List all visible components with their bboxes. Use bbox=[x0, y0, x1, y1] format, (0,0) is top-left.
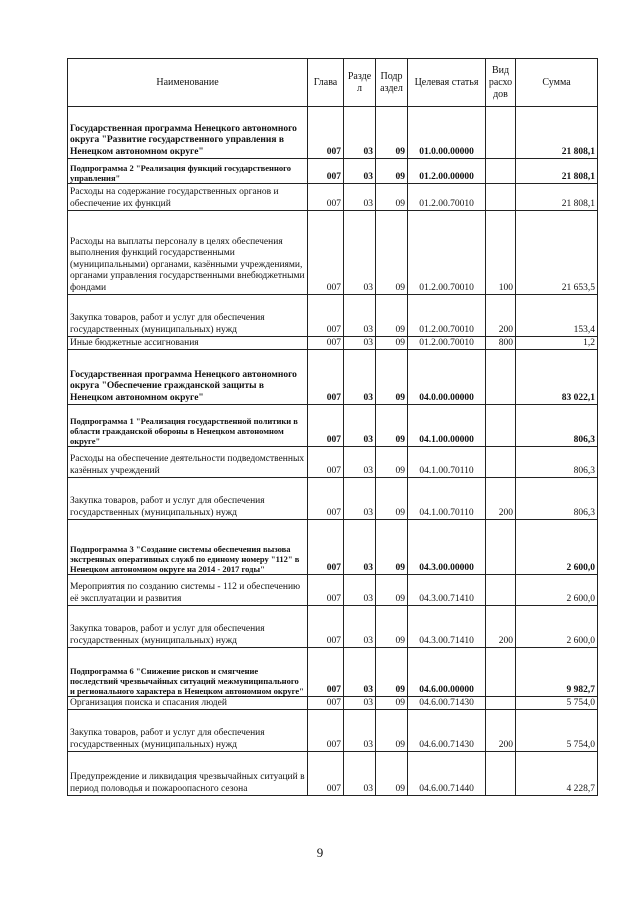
row-sum-cell: 1,2 bbox=[516, 337, 598, 350]
row-expense-type-cell bbox=[486, 405, 516, 447]
row-sum-cell: 2 600,0 bbox=[516, 606, 598, 648]
table-row bbox=[68, 107, 598, 159]
row-glava-cell: 007 bbox=[308, 295, 344, 337]
row-podrazdel-cell: 09 bbox=[376, 159, 408, 184]
table-row bbox=[68, 697, 598, 710]
row-sum-cell: 21 808,1 bbox=[516, 159, 598, 184]
table-row bbox=[68, 159, 598, 184]
row-glava-cell: 007 bbox=[308, 710, 344, 752]
row-glava-cell: 007 bbox=[308, 575, 344, 606]
row-expense-type-cell bbox=[486, 752, 516, 796]
row-glava-cell: 007 bbox=[308, 606, 344, 648]
row-podrazdel-cell: 09 bbox=[376, 648, 408, 697]
row-sum-cell: 806,3 bbox=[516, 478, 598, 520]
row-razdel-cell: 03 bbox=[344, 697, 376, 710]
table-row bbox=[68, 295, 598, 337]
row-name-cell: Подпрограмма 6 "Снижение рисков и смягчение последствий чрезвычайных ситуаций межмуниципального и регионального характера в Ненецком автономном округе" bbox=[68, 648, 308, 697]
row-glava-cell: 007 bbox=[308, 648, 344, 697]
row-podrazdel-cell: 09 bbox=[376, 337, 408, 350]
table-row bbox=[68, 211, 598, 295]
row-glava-cell: 007 bbox=[308, 337, 344, 350]
row-name-cell: Закупка товаров, работ и услуг для обеспечения государственных (муниципальных) нужд bbox=[68, 295, 308, 337]
row-expense-type-cell: 200 bbox=[486, 295, 516, 337]
row-sum-cell: 5 754,0 bbox=[516, 697, 598, 710]
row-expense-type-cell bbox=[486, 107, 516, 159]
row-target-article-cell: 04.3.00.71410 bbox=[408, 606, 486, 648]
row-razdel-cell: 03 bbox=[344, 606, 376, 648]
row-name-cell: Государственная программа Ненецкого автономного округа "Обеспечение гражданской защиты в Ненецком автономном округе" bbox=[68, 350, 308, 405]
row-expense-type-cell bbox=[486, 447, 516, 478]
row-glava-cell: 007 bbox=[308, 107, 344, 159]
row-podrazdel-cell: 09 bbox=[376, 478, 408, 520]
row-target-article-cell: 01.2.00.70010 bbox=[408, 211, 486, 295]
row-glava-cell: 007 bbox=[308, 184, 344, 211]
row-expense-type-cell bbox=[486, 350, 516, 405]
table-row bbox=[68, 710, 598, 752]
row-target-article-cell: 04.6.00.00000 bbox=[408, 648, 486, 697]
table-row bbox=[68, 350, 598, 405]
table-row bbox=[68, 405, 598, 447]
row-glava-cell: 007 bbox=[308, 752, 344, 796]
row-podrazdel-cell: 09 bbox=[376, 107, 408, 159]
row-podrazdel-cell: 09 bbox=[376, 295, 408, 337]
page-number: 9 bbox=[316, 845, 324, 860]
row-name-cell: Предупреждение и ликвидация чрезвычайных ситуаций в период половодья и пожароопасного сезона bbox=[68, 752, 308, 796]
row-expense-type-cell bbox=[486, 697, 516, 710]
row-name-cell: Подпрограмма 3 "Создание системы обеспечения вызова экстренных оперативных служб по единому номеру "112" в Ненецком автономном округе на 2014 - 2017 годы" bbox=[68, 520, 308, 575]
table-row bbox=[68, 478, 598, 520]
row-expense-type-cell: 200 bbox=[486, 478, 516, 520]
row-glava-cell: 007 bbox=[308, 697, 344, 710]
row-podrazdel-cell: 09 bbox=[376, 710, 408, 752]
row-podrazdel-cell: 09 bbox=[376, 350, 408, 405]
row-podrazdel-cell: 09 bbox=[376, 697, 408, 710]
row-name-cell: Государственная программа Ненецкого автономного округа "Развитие государственного управления в Ненецком автономном округе" bbox=[68, 107, 308, 159]
row-sum-cell: 21 808,1 bbox=[516, 107, 598, 159]
table-body bbox=[68, 107, 598, 796]
header-sum: Сумма bbox=[516, 59, 598, 107]
row-name-cell: Организация поиска и спасания людей bbox=[68, 697, 308, 710]
row-expense-type-cell bbox=[486, 184, 516, 211]
row-name-cell: Мероприятия по созданию системы - 112 и обеспечению её эксплуатации и развития bbox=[68, 575, 308, 606]
row-target-article-cell: 01.2.00.00000 bbox=[408, 159, 486, 184]
row-razdel-cell: 03 bbox=[344, 447, 376, 478]
row-sum-cell: 9 982,7 bbox=[516, 648, 598, 697]
row-glava-cell: 007 bbox=[308, 405, 344, 447]
row-podrazdel-cell: 09 bbox=[376, 184, 408, 211]
row-target-article-cell: 04.3.00.00000 bbox=[408, 520, 486, 575]
row-razdel-cell: 03 bbox=[344, 350, 376, 405]
row-expense-type-cell bbox=[486, 159, 516, 184]
header-podrazdel: Подр аздел bbox=[376, 59, 408, 107]
row-razdel-cell: 03 bbox=[344, 295, 376, 337]
row-podrazdel-cell: 09 bbox=[376, 211, 408, 295]
row-podrazdel-cell: 09 bbox=[376, 575, 408, 606]
table-header-row bbox=[68, 59, 598, 107]
row-podrazdel-cell: 09 bbox=[376, 752, 408, 796]
table-row bbox=[68, 184, 598, 211]
table-row bbox=[68, 520, 598, 575]
row-podrazdel-cell: 09 bbox=[376, 405, 408, 447]
row-razdel-cell: 03 bbox=[344, 211, 376, 295]
row-sum-cell: 4 228,7 bbox=[516, 752, 598, 796]
row-sum-cell: 5 754,0 bbox=[516, 710, 598, 752]
row-target-article-cell: 01.2.00.70010 bbox=[408, 295, 486, 337]
row-razdel-cell: 03 bbox=[344, 710, 376, 752]
row-target-article-cell: 01.2.00.70010 bbox=[408, 184, 486, 211]
row-target-article-cell: 04.6.00.71430 bbox=[408, 697, 486, 710]
row-razdel-cell: 03 bbox=[344, 478, 376, 520]
row-expense-type-cell: 200 bbox=[486, 606, 516, 648]
row-name-cell: Подпрограмма 1 "Реализация государственной политики в области гражданской обороны в Ненецком автономном округе" bbox=[68, 405, 308, 447]
row-expense-type-cell bbox=[486, 520, 516, 575]
row-razdel-cell: 03 bbox=[344, 648, 376, 697]
row-sum-cell: 806,3 bbox=[516, 405, 598, 447]
row-razdel-cell: 03 bbox=[344, 575, 376, 606]
row-target-article-cell: 04.1.00.70110 bbox=[408, 478, 486, 520]
row-name-cell: Закупка товаров, работ и услуг для обеспечения государственных (муниципальных) нужд bbox=[68, 478, 308, 520]
row-expense-type-cell bbox=[486, 575, 516, 606]
row-razdel-cell: 03 bbox=[344, 520, 376, 575]
row-name-cell: Закупка товаров, работ и услуг для обеспечения государственных (муниципальных) нужд bbox=[68, 606, 308, 648]
row-target-article-cell: 04.0.00.00000 bbox=[408, 350, 486, 405]
row-name-cell: Расходы на выплаты персоналу в целях обеспечения выполнения функций государственными (муниципальными) органами, казёнными учреждениями, органами управления государственными внебюджетными фондами bbox=[68, 211, 308, 295]
table-row bbox=[68, 337, 598, 350]
row-glava-cell: 007 bbox=[308, 478, 344, 520]
row-razdel-cell: 03 bbox=[344, 405, 376, 447]
budget-table bbox=[67, 58, 598, 796]
row-expense-type-cell: 200 bbox=[486, 710, 516, 752]
row-podrazdel-cell: 09 bbox=[376, 520, 408, 575]
row-sum-cell: 83 022,1 bbox=[516, 350, 598, 405]
row-glava-cell: 007 bbox=[308, 159, 344, 184]
row-name-cell: Подпрограмма 2 "Реализация функций государственного управления" bbox=[68, 159, 308, 184]
row-glava-cell: 007 bbox=[308, 350, 344, 405]
table-row bbox=[68, 648, 598, 697]
row-sum-cell: 806,3 bbox=[516, 447, 598, 478]
row-glava-cell: 007 bbox=[308, 447, 344, 478]
row-razdel-cell: 03 bbox=[344, 184, 376, 211]
row-target-article-cell: 04.6.00.71440 bbox=[408, 752, 486, 796]
row-sum-cell: 2 600,0 bbox=[516, 575, 598, 606]
row-target-article-cell: 01.2.00.70010 bbox=[408, 337, 486, 350]
table-row bbox=[68, 606, 598, 648]
row-target-article-cell: 04.1.00.00000 bbox=[408, 405, 486, 447]
row-target-article-cell: 04.1.00.70110 bbox=[408, 447, 486, 478]
row-name-cell: Расходы на содержание государственных органов и обеспечение их функций bbox=[68, 184, 308, 211]
row-sum-cell: 21 653,5 bbox=[516, 211, 598, 295]
row-razdel-cell: 03 bbox=[344, 752, 376, 796]
header-target-article: Целевая статья bbox=[408, 59, 486, 107]
table-row bbox=[68, 752, 598, 796]
row-podrazdel-cell: 09 bbox=[376, 447, 408, 478]
row-name-cell: Иные бюджетные ассигнования bbox=[68, 337, 308, 350]
row-name-cell: Закупка товаров, работ и услуг для обеспечения государственных (муниципальных) нужд bbox=[68, 710, 308, 752]
row-razdel-cell: 03 bbox=[344, 107, 376, 159]
row-podrazdel-cell: 09 bbox=[376, 606, 408, 648]
header-expense-type: Вид расхо дов bbox=[486, 59, 516, 107]
header-name: Наименование bbox=[68, 59, 308, 107]
row-target-article-cell: 04.6.00.71430 bbox=[408, 710, 486, 752]
row-razdel-cell: 03 bbox=[344, 337, 376, 350]
row-name-cell: Расходы на обеспечение деятельности подведомственных казённых учреждений bbox=[68, 447, 308, 478]
table-row bbox=[68, 447, 598, 478]
row-expense-type-cell: 100 bbox=[486, 211, 516, 295]
row-sum-cell: 153,4 bbox=[516, 295, 598, 337]
row-target-article-cell: 04.3.00.71410 bbox=[408, 575, 486, 606]
row-sum-cell: 2 600,0 bbox=[516, 520, 598, 575]
table-row bbox=[68, 575, 598, 606]
row-sum-cell: 21 808,1 bbox=[516, 184, 598, 211]
row-expense-type-cell bbox=[486, 648, 516, 697]
header-glava: Глава bbox=[308, 59, 344, 107]
row-glava-cell: 007 bbox=[308, 211, 344, 295]
row-expense-type-cell: 800 bbox=[486, 337, 516, 350]
header-razdel: Разде л bbox=[344, 59, 376, 107]
row-target-article-cell: 01.0.00.00000 bbox=[408, 107, 486, 159]
row-razdel-cell: 03 bbox=[344, 159, 376, 184]
row-glava-cell: 007 bbox=[308, 520, 344, 575]
